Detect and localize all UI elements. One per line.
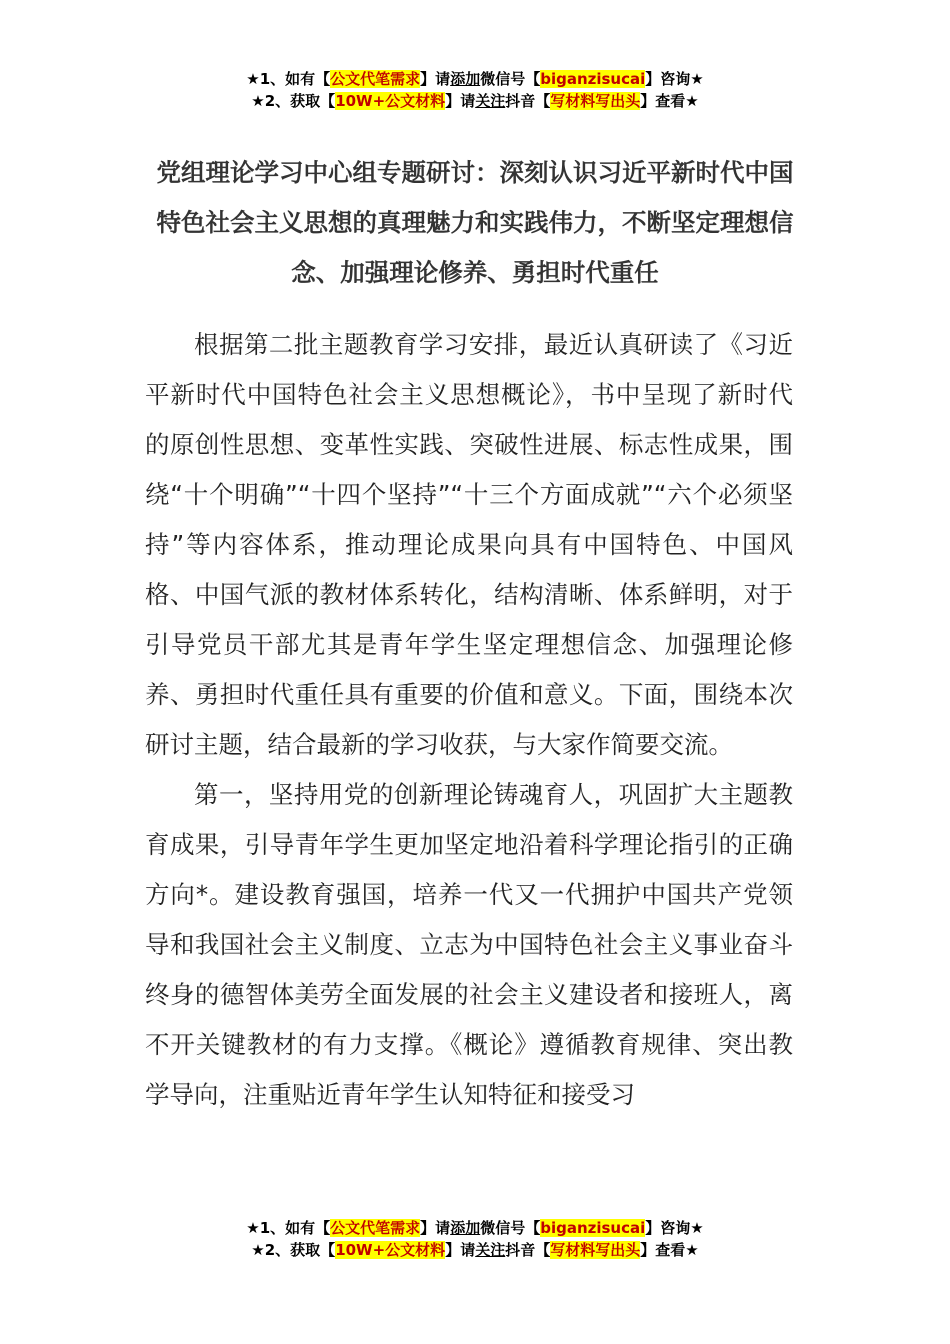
ad-banner-top [0, 68, 950, 112]
ad-line-1: ★1、如有【公文代笔需求】请添加微信号【biganzisucai】咨询★ [246, 1219, 704, 1237]
document-body [145, 320, 793, 1120]
wechat-id: biganzisucai [540, 70, 646, 88]
ad-banner-bottom [0, 1217, 950, 1261]
document-title: 党组理论学习中心组专题研讨：深刻认识习近平新时代中国特色社会主义思想的真理魅力和实践伟力，不断坚定理想信念、加强理论修养、勇担时代重任 [156, 158, 794, 287]
paragraph-1: 根据第二批主题教育学习安排，最近认真研读了《习近平新时代中国特色社会主义思想概论》，书中呈现了新时代的原创性思想、变革性实践、突破性进展、标志性成果，围绕“十个明确”“十四个坚持”“十三个方面成就”“六个必须坚持”等内容体系，推动理论成果向具有中国特色、中国风格、中国气派的教材体系转化，结构清晰、体系鲜明，对于引导党员干部尤其是青年学生坚定理想信念、加强理论修养、勇担时代重任具有重要的价值和意义。下面，围绕本次研讨主题，结合最新的学习收获，与大家作简要交流。 [145, 330, 793, 759]
douyin-account: 写材料写出头 [550, 92, 641, 110]
paragraph-2: 第一，坚持用党的创新理论铸魂育人，巩固扩大主题教育成果，引导青年学生更加坚定地沿着科学理论指引的正确方向*。建设教育强国，培养一代又一代拥护中国共产党领导和我国社会主义制度、立志为中国特色社会主义事业奋斗终身的德智体美劳全面发展的社会主义建设者和接班人，离不开关键教材的有力支撑。《概论》遵循教育规律、突出教学导向，注重贴近青年学生认知特征和接受习 [145, 780, 793, 1109]
wechat-id: biganzisucai [540, 1219, 646, 1237]
ad-line-2: ★2、获取【10W+公文材料】请关注抖音【写材料写出头】查看★ [251, 92, 699, 110]
ad-line-2: ★2、获取【10W+公文材料】请关注抖音【写材料写出头】查看★ [251, 1241, 699, 1259]
ad-line-1: ★1、如有【公文代笔需求】请添加微信号【biganzisucai】咨询★ [246, 70, 704, 88]
douyin-account: 写材料写出头 [550, 1241, 641, 1259]
